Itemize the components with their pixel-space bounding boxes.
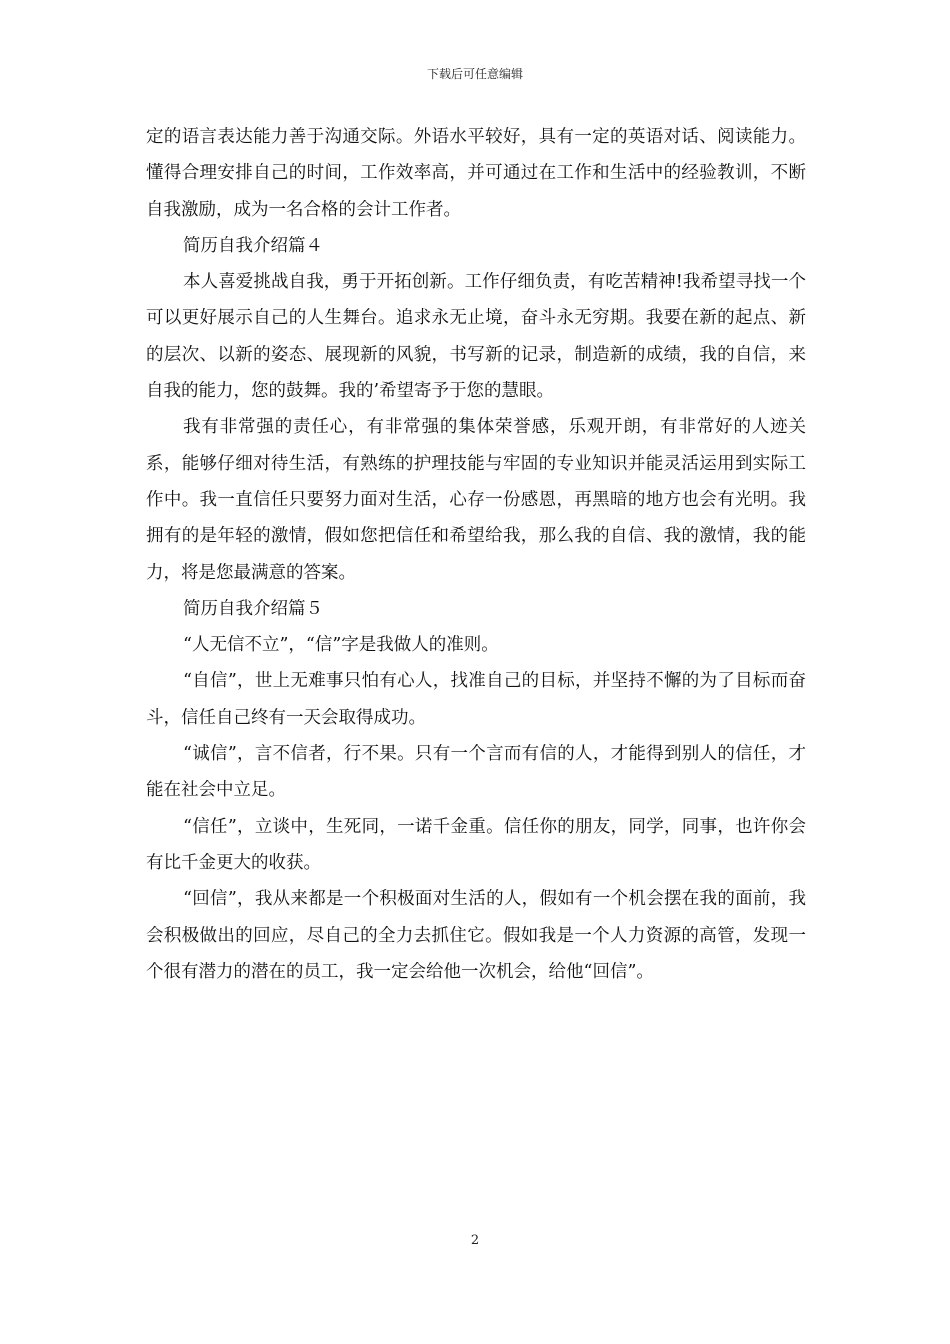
paragraph: “信任”，立谈中，生死同，一诺千金重。信任你的朋友，同学，同事，也许你会有比千金更大的收获。 xyxy=(146,816,806,873)
paragraph-continued: 定的语言表达能力善于沟通交际。外语水平较好，具有一定的英语对话、阅读能力。懂得合理安排自己的时间，工作效率高，并可通过在工作和生活中的经验教训，不断自我激励，成为一名合格的会计工作者。 xyxy=(146,127,806,220)
paragraph: “自信”，世上无难事只怕有心人，找准自己的目标，并坚持不懈的为了目标而奋斗，信任自己终有一天会取得成功。 xyxy=(146,671,806,728)
document-body xyxy=(146,119,806,990)
section-heading-4: 简历自我介绍篇４ xyxy=(183,235,323,256)
paragraph: “回信”，我从来都是一个积极面对生活的人，假如有一个机会摆在我的面前，我会积极做出的回应，尽自己的全力去抓住它。假如我是一个人力资源的高管，发现一个很有潜力的潜在的员工，我一定会给他一次机会，给他“回信”。 xyxy=(146,889,806,982)
page-number: 2 xyxy=(470,1233,480,1248)
page-header: 下载后可任意编辑 xyxy=(426,67,523,81)
section-heading-5: 简历自我介绍篇５ xyxy=(183,598,323,619)
paragraph: 我有非常强的责任心，有非常强的集体荣誉感，乐观开朗，有非常好的人迹关系，能够仔细对待生活，有熟练的护理技能与牢固的专业知识并能灵活运用到实际工作中。我一直信任只要努力面对生活，心存一份感恩，再黑暗的地方也会有光明。我拥有的是年轻的激情，假如您把信任和希望给我，那么我的自信、我的激情，我的能力，将是您最满意的答案。 xyxy=(146,417,806,583)
paragraph: 本人喜爱挑战自我，勇于开拓创新。工作仔细负责，有吃苦精神!我希望寻找一个可以更好展示自己的人生舞台。追求永无止境，奋斗永无穷期。我要在新的起点、新的层次、以新的姿态、展现新的风貌，书写新的记录，制造新的成绩，我的自信，来自我的能力，您的鼓舞。我的’希望寄予于您的慧眼。 xyxy=(146,272,806,402)
paragraph: “人无信不立”，“信”字是我做人的准则。 xyxy=(183,635,499,656)
paragraph: “诚信”，言不信者，行不果。只有一个言而有信的人，才能得到别人的信任，才能在社会中立足。 xyxy=(146,744,806,801)
